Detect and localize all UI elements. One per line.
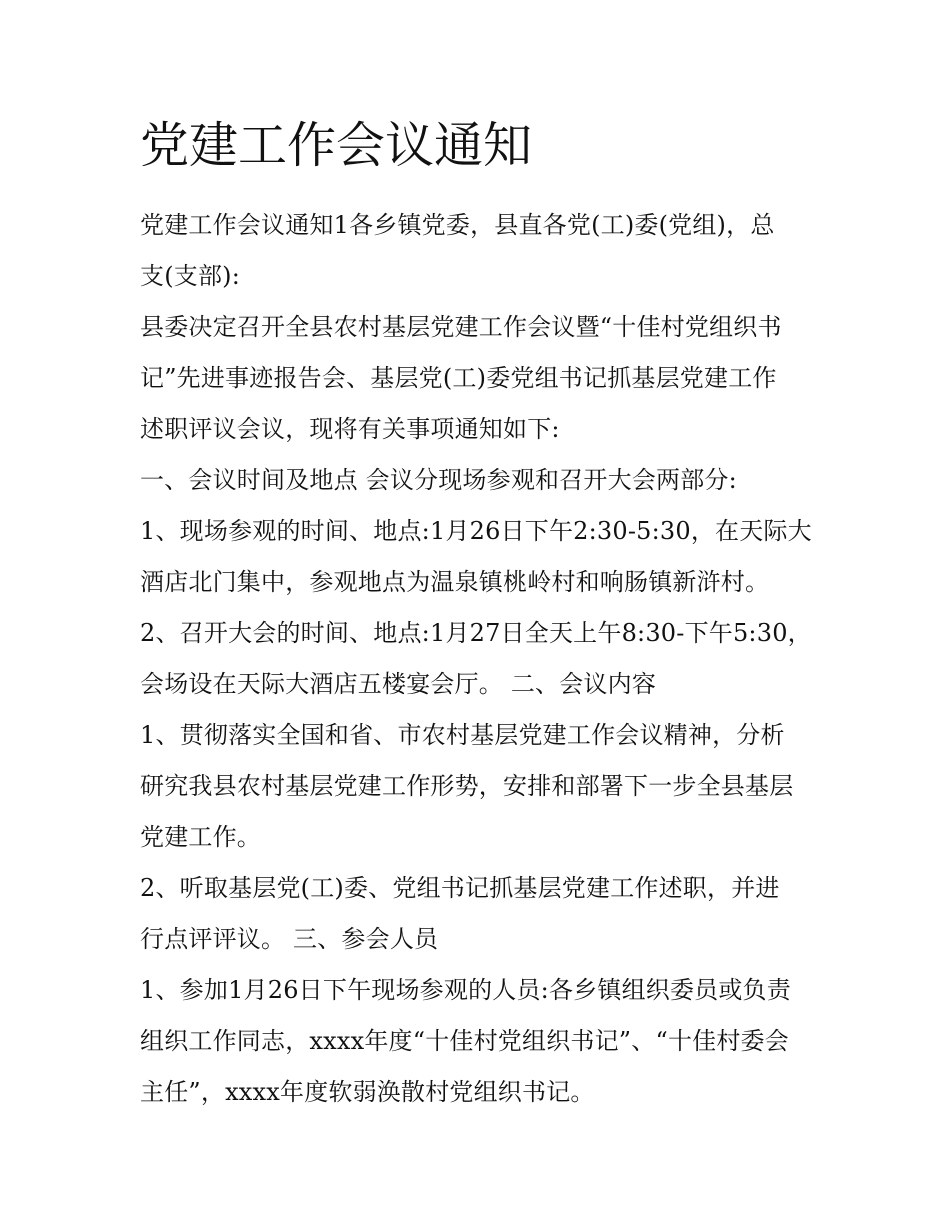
body-line: 1、现场参观的时间、地点:1月26日下午2:30-5:30，在天际大: [140, 517, 812, 545]
body-line: 酒店北门集中，参观地点为温泉镇桃岭村和响肠镇新浒村。: [140, 568, 770, 596]
body-line: 1、参加1月26日下午现场参观的人员:各乡镇组织委员或负责: [140, 976, 791, 1004]
body-line: 支(支部):: [140, 262, 241, 290]
body-line: 主任”，xxxx年度软弱涣散村党组织书记。: [140, 1078, 595, 1106]
body-line: 会场设在天际大酒店五楼宴会厅。 二、会议内容: [140, 670, 657, 698]
body-line: 述职评议会议，现将有关事项通知如下:: [140, 415, 560, 443]
body-line: 县委决定召开全县农村基层党建工作会议暨“十佳村党组织书: [140, 313, 782, 341]
body-line: 党建工作会议通知1各乡镇党委，县直各党(工)委(党组)，总: [140, 211, 775, 239]
body-line: 党建工作。: [140, 823, 261, 851]
body-line: 研究我县农村基层党建工作形势，安排和部署下一步全县基层: [140, 772, 794, 800]
section-heading-line: 一、会议时间及地点 会议分现场参观和召开大会两部分:: [140, 466, 737, 494]
body-line: 记”先进事迹报告会、基层党(工)委党组书记抓基层党建工作: [140, 364, 777, 392]
body-line: 行点评评议。 三、参会人员: [140, 925, 439, 953]
body-line: 1、贯彻落实全国和省、市农村基层党建工作会议精神，分析: [140, 721, 785, 749]
body-line: 2、听取基层党(工)委、党组书记抓基层党建工作述职，并进: [140, 874, 780, 902]
body-line: 组织工作同志，xxxx年度“十佳村党组织书记”、“十佳村委会: [140, 1027, 789, 1055]
document-title: 党建工作会议通知: [140, 117, 533, 174]
document-body: [140, 200, 830, 1118]
body-line: 2、召开大会的时间、地点:1月27日全天上午8:30-下午5:30，: [140, 619, 812, 647]
